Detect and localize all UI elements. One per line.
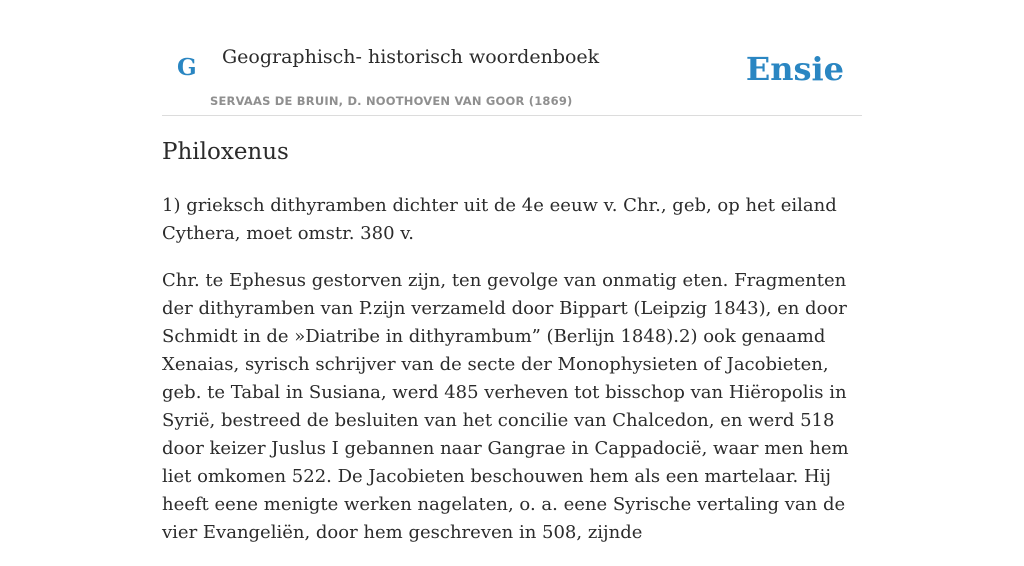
entry-paragraph: 1) grieksch dithyramben dichter uit de 4e eeuw v. Chr., geb, op het eiland Cythera, moet omstr. 380 v.: [162, 195, 837, 244]
ensie-brand-link[interactable]: Ensie: [745, 50, 844, 88]
site-header: [162, 0, 862, 116]
entry-body: [162, 192, 862, 566]
dictionary-logo-link[interactable]: G: [177, 54, 197, 81]
book-authors: SERVAAS DE BRUIN, D. NOOTHOVEN VAN GOOR (1869): [210, 94, 573, 108]
entry-paragraph: Chr. te Ephesus gestorven zijn, ten gevolge van onmatig eten. Fragmenten der dithyramben van P.zijn verzameld door Bippart (Leipzig 1843), en door Schmidt in de »Diatribe in dithyrambum” (Berlijn 1848).2) ook genaamd Xenaias, syrisch schrijver van de secte der Monophysieten of Jacobieten, geb. te Tabal in Susiana, werd 485 verheven tot bisschop van Hiëropolis in Syrië, bestreed de besluiten van het concilie van Chalcedon, en werd 518 door keizer Juslus I gebannen naar Gangrae in Cappadocië, waar men hem liet omkomen 522. De Jacobieten beschouwen hem als een martelaar. Hij heeft eene menigte werken nagelaten, o. a. eene Syrische vertaling van de vier Evangeliën, door hem geschreven in 508, zijnde: [162, 270, 849, 543]
entry-title: Philoxenus: [162, 139, 289, 165]
book-title-link[interactable]: Geographisch- historisch woordenboek: [222, 46, 600, 68]
